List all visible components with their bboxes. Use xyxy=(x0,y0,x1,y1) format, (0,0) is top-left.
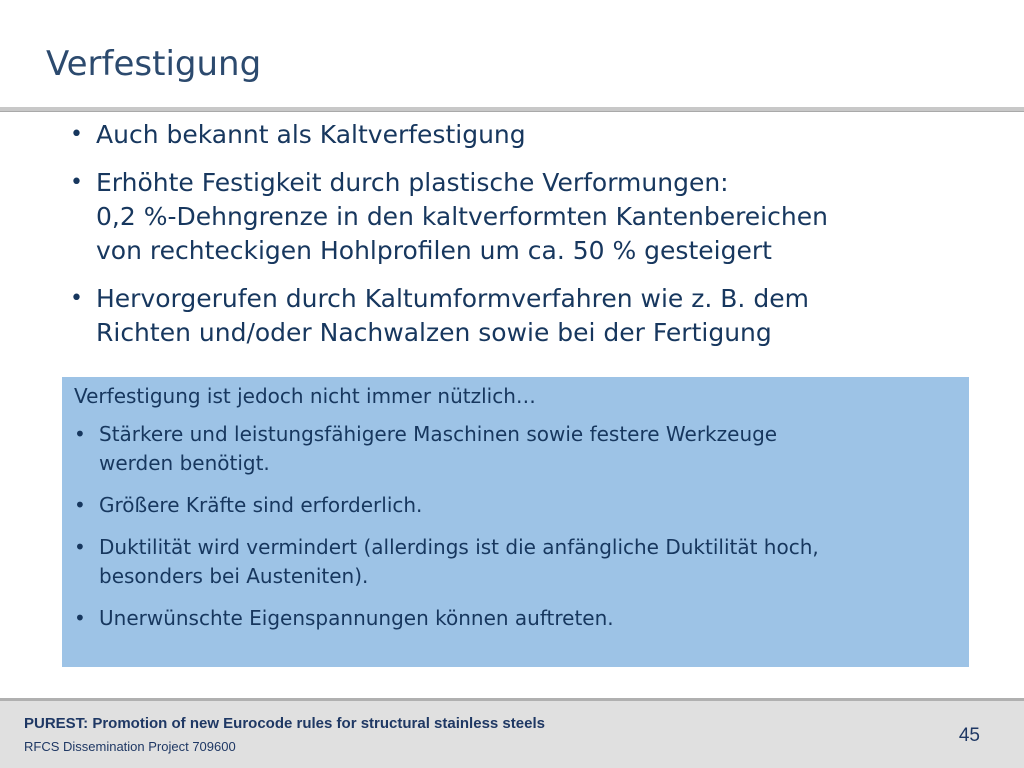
callout-box xyxy=(62,377,969,667)
main-bullet-list xyxy=(70,118,990,364)
callout-line: Größere Kräfte sind erforderlich. xyxy=(99,493,423,517)
bullet-dot-icon: • xyxy=(70,286,83,311)
title-divider xyxy=(0,107,1024,112)
callout-line: Duktilität wird vermindert (allerdings ist die anfängliche Duktilität hoch, xyxy=(99,535,819,559)
callout-list xyxy=(74,420,955,633)
bullet-item xyxy=(70,166,990,268)
bullet-line: Richten und/oder Nachwalzen sowie bei der Fertigung xyxy=(96,318,772,347)
callout-line: werden benötigt. xyxy=(99,451,270,475)
callout-item xyxy=(74,420,955,478)
bullet-dot-icon: • xyxy=(70,122,83,147)
bullet-line: Hervorgerufen durch Kaltumformverfahren wie z. B. dem xyxy=(96,284,809,313)
bullet-dot-icon: • xyxy=(74,606,86,630)
callout-item xyxy=(74,533,955,591)
footer-project-subtitle: RFCS Dissemination Project 709600 xyxy=(24,739,236,754)
callout-item xyxy=(74,491,955,520)
slide-title: Verfestigung xyxy=(46,44,262,84)
bullet-item xyxy=(70,118,990,152)
callout-intro: Verfestigung ist jedoch nicht immer nützlich… xyxy=(74,384,536,408)
bullet-line: Erhöhte Festigkeit durch plastische Verformungen: xyxy=(96,168,729,197)
bullet-line: von rechteckigen Hohlprofilen um ca. 50 % gesteigert xyxy=(96,236,772,265)
bullet-item xyxy=(70,282,990,350)
bullet-line: Auch bekannt als Kaltverfestigung xyxy=(96,120,526,149)
callout-line: Stärkere und leistungsfähigere Maschinen sowie festere Werkzeuge xyxy=(99,422,778,446)
bullet-dot-icon: • xyxy=(74,493,86,517)
footer-project-title: PUREST: Promotion of new Eurocode rules for structural stainless steels xyxy=(24,715,545,732)
bullet-dot-icon: • xyxy=(70,170,83,195)
callout-line: besonders bei Austeniten). xyxy=(99,564,369,588)
slide-footer xyxy=(0,698,1024,768)
callout-item xyxy=(74,604,955,633)
bullet-line: 0,2 %-Dehngrenze in den kaltverformten Kantenbereichen xyxy=(96,202,828,231)
callout-line: Unerwünschte Eigenspannungen können auftreten. xyxy=(99,606,614,630)
bullet-dot-icon: • xyxy=(74,535,86,559)
bullet-dot-icon: • xyxy=(74,422,86,446)
page-number: 45 xyxy=(958,725,980,746)
